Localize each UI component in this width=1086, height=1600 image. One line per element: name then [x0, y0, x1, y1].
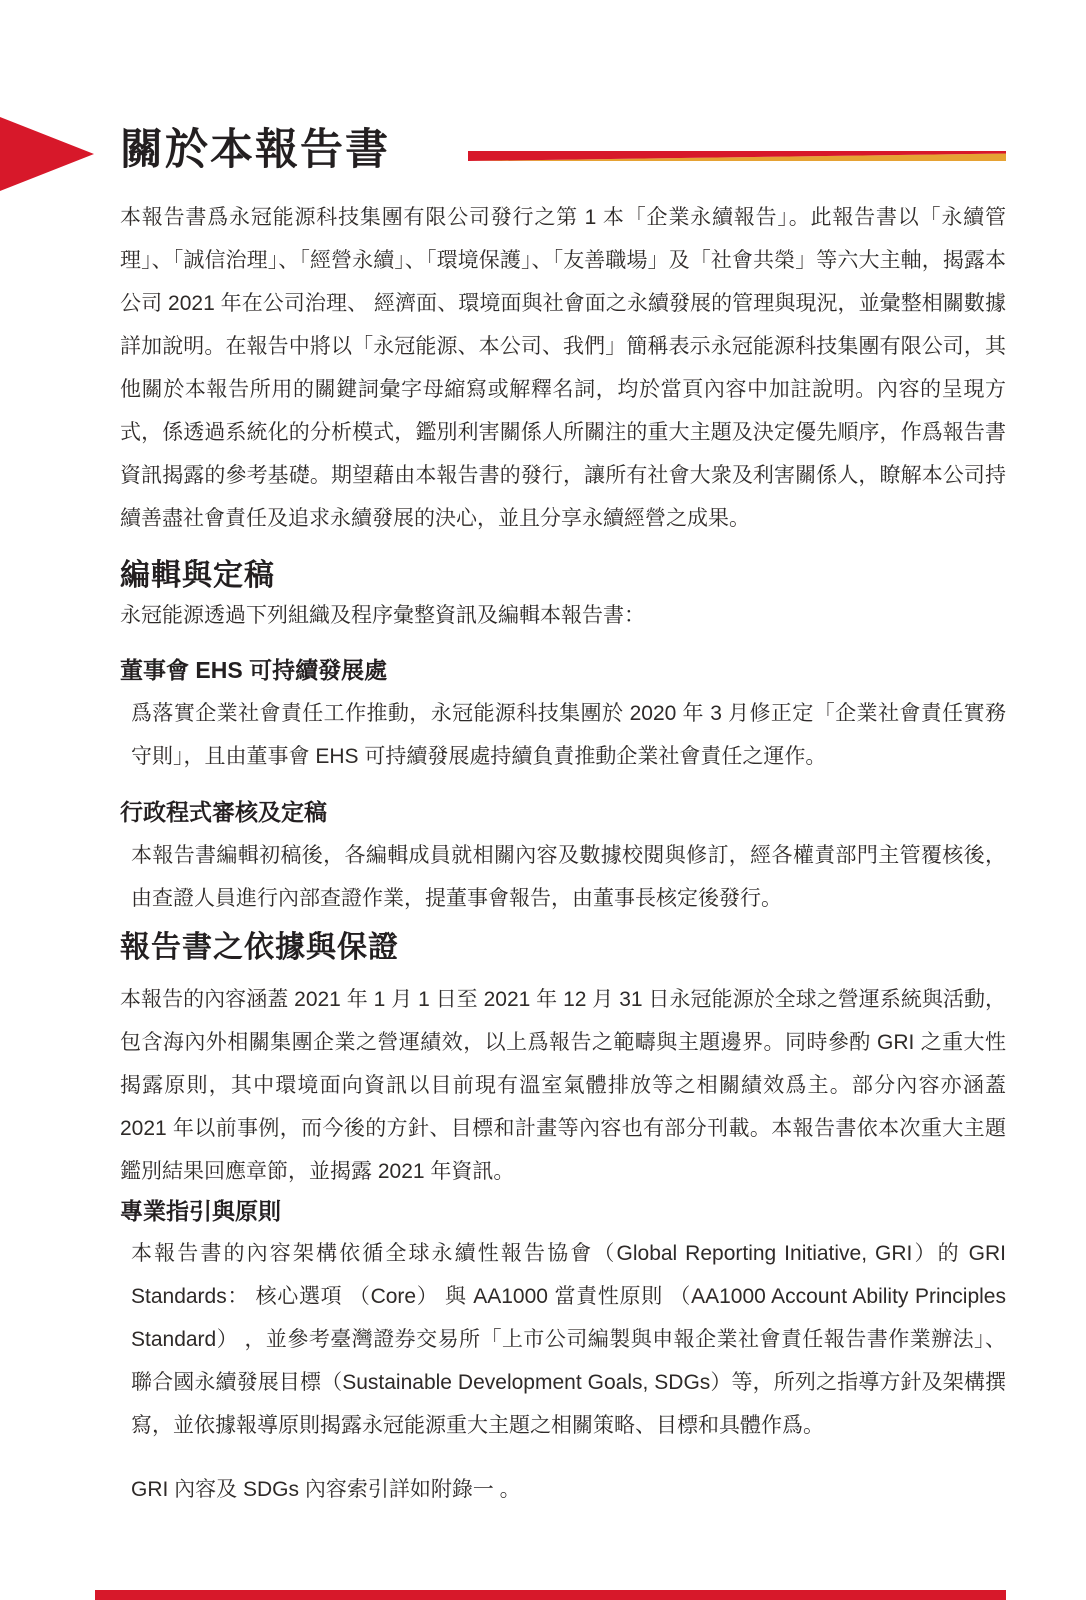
footer-red-rule — [95, 1590, 1006, 1600]
board-ehs-paragraph: 爲落實企業社會責任工作推動，永冠能源科技集團於 2020 年 3 月修正定「企業社會責任實務守則」，且由董事會 EHS 可持續發展處持續負責推動企業社會責任之運作。 — [131, 702, 1006, 768]
admin-review-paragraph: 本報告書編輯初稿後，各編輯成員就相關內容及數據校閱與修訂，經各權責部門主管覆核後，由查證人員進行內部查證作業，提董事會報告，由董事長核定後發行。 — [131, 844, 1006, 910]
guidelines-paragraph: 本報告書的內容架構依循全球永續性報告協會（Global Reporting Initiative, GRI）的 GRI Standards： 核心選項 （Core） 與 AA1000 當責性原則 （AA1000 Account Ability Principles Standard） ，並參考臺灣證券交易所「上市公司編製與申報企業社會責任報告書作業辦法」、聯合國永續發展目標（Sustainable Development Goals, SDGs）等，所列之指導方針及架構撰寫，並依據報導原則揭露永冠能源重大主題之相關策略、目標和具體作爲。 — [131, 1242, 1006, 1437]
red-arrow-icon — [0, 117, 94, 191]
editing-lead-text: 永冠能源透過下列組織及程序彙整資訊及編輯本報告書： — [120, 604, 645, 627]
intro-paragraph: 本報告書爲永冠能源科技集團有限公司發行之第 1 本「企業永續報告」。此報告書以「永續管理」、「誠信治理」、「經營永續」、「環境保護」、「友善職場」及「社會共榮」等六大主軸，揭露本公司 2021 年在公司治理、 經濟面、環境面與社會面之永續發展的管理與現況，並彙整相關數據詳加說明。在報告中將以「永冠能源、本公司、我們」簡稱表示永冠能源科技集團有限公司，其他關於本報告所用的關鍵詞彙字母縮寫或解釋名詞，均於當頁內容中加註說明。內容的呈現方式，係透過系統化的分析模式，鑑別利害關係人所關注的重大主題及決定優先順序，作爲報告書資訊揭露的參考基礎。期望藉由本報告書的發行，讓所有社會大衆及利害關係人，瞭解本公司持續善盡社會責任及追求永續發展的決心，並且分享永續經營之成果。 — [120, 206, 1006, 530]
appendix-note-text: GRI 內容及 SDGs 內容索引詳如附錄一 。 — [131, 1478, 521, 1501]
section-heading-editing: 編輯與定稿 — [120, 559, 275, 592]
subsection-heading-guidelines: 專業指引與原則 — [120, 1198, 281, 1224]
title-accent-bar — [468, 151, 1006, 161]
subsection-heading-board-ehs: 董事會 EHS 可持續發展處 — [120, 657, 388, 683]
section-heading-basis: 報告書之依據與保證 — [120, 931, 399, 964]
page-title: 關於本報告書 — [120, 126, 390, 174]
subsection-heading-admin-review: 行政程式審核及定稿 — [120, 799, 327, 825]
basis-paragraph: 本報告的內容涵蓋 2021 年 1 月 1 日至 2021 年 12 月 31 日永冠能源於全球之營運系統與活動，包含海內外相關集團企業之營運績效，以上爲報告之範疇與主題邊界。同時參酌 GRI 之重大性揭露原則，其中環境面向資訊以目前現有溫室氣體排放等之相關績效爲主。部分內容亦涵蓋 2021 年以前事例，而今後的方針、目標和計畫等內容也有部分刊載。本報告書依本次重大主題鑑別結果回應章節，並揭露 2021 年資訊。 — [120, 988, 1006, 1183]
